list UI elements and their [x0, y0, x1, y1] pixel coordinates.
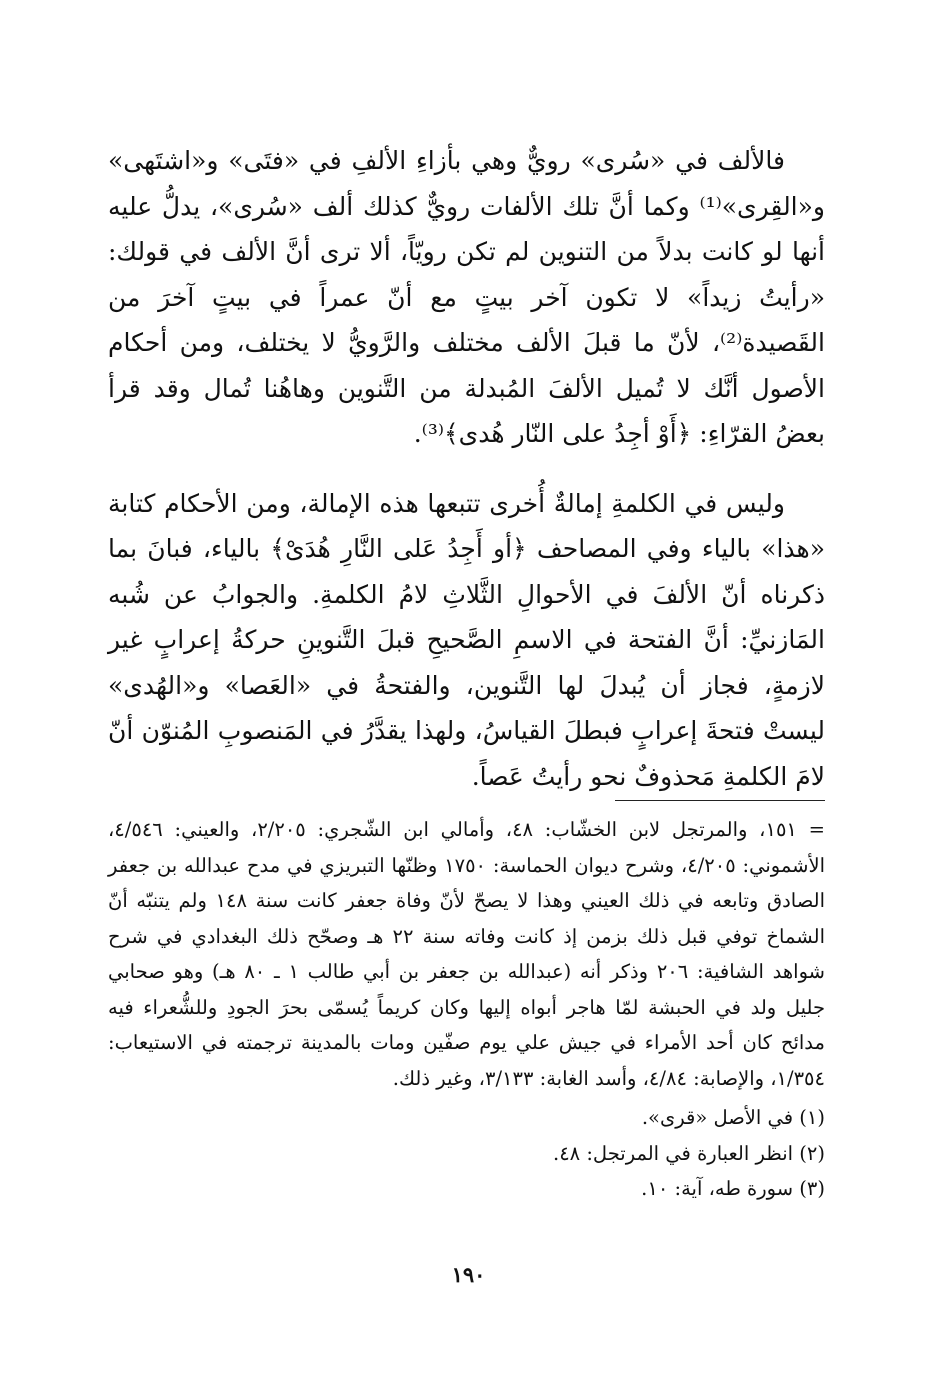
footnote-separator [615, 800, 825, 801]
footnotes [108, 812, 825, 1207]
footnote-continuation: = ١٥١، والمرتجل لابن الخشّاب: ٤٨، وأمالي ابن الشّجري: ٢/٢٠٥، والعيني: ٤/٥٤٦، الأشموني: ٤/٢٠٥، وشرح ديوان الحماسة: ١٧٥٠ وظنّها التبريزي في مدح عبدالله بن جعفر الصادق وتابعه في ذلك العيني وهذا لا يصحّ لأنّ وفاة جعفر كانت سنة ١٤٨ ولم يتنبّه أنّ الشماخ توفي قبل ذلك بزمن إذ كانت وفاته سنة ٢٢ هـ وصحّح ذلك البغدادي في شرح شواهد الشافية: ٢٠٦ وذكر أنه (عبدالله بن جعفر بن أبي طالب ١ ـ ٨٠ هـ) وهو صحابي جليل ولد في الحبشة لمّا هاجر أبواه إليها وكان كريماً يُسمّى بحرَ الجودِ وللشُّعراء فيه مدائح كان أحد الأمراء في جيش علي يوم صفّين ومات بالمدينة ترجمته في الاستيعاب: ١/٣٥٤، والإصابة: ٤/٨٤، وأسد الغابة: ٣/١٣٣، وغير ذلك. [108, 818, 825, 1090]
footnote-list [108, 1100, 825, 1207]
page-number: ١٩٠ [451, 1262, 486, 1287]
footnote-3: (٣) سورة طه، آية: ١٠. [641, 1177, 825, 1200]
main-text [108, 138, 825, 799]
footnote-1: (١) في الأصل «قرى». [641, 1106, 825, 1129]
footnote-2: (٢) انظر العبارة في المرتجل: ٤٨. [553, 1141, 825, 1165]
body-paragraph-2: وليس في الكلمةِ إمالةٌ أُخرى تتبعها هذه الإمالة، ومن الأحكام كتابة «هذا» بالياء وفي المصاحف ﴿أو أَجِدُ عَلى النَّارِ هُدَىْ﴾ بالياء، فبانَ بما ذكرناه أنّ الألفَ في الأحوالِ الثَّلاثِ لامُ الكلمةِ. والجوابُ عن شُبه المَازنيِّ: أنَّ الفتحة في الاسمِ الصَّحيحِ قبلَ التَّنوينِ حركةُ إعرابٍ غير لازمةٍ، فجاز أن يُبدلَ لها التَّنوين، والفتحةُ في «العَصا» و«الهُدى» ليستْ فتحةَ إعرابٍ فبطلَ القياسُ، ولهذا يقدَّرُ في المَنصوبِ المُنوّن أنّ لامَ الكلمةِ مَحذوفٌ نحو رأيتُ عَصاً. [108, 488, 825, 791]
body-paragraph-1: فالألف في «سُرى» رويٌّ وهي بأزاءِ الألفِ في «فتَى» و«اشتَهى» و«القِرى»⁽¹⁾ وكما أنَّ تلك الألفات رويٌّ كذلك ألف «سُرى»، يدلُّ عليه أنها لو كانت بدلاً من التنوين لم تكن رويّاً، ألا ترى أنَّ الألف في قولك: «رأيتُ زيداً» لا تكون آخر بيتٍ مع أنّ عمراً في بيتٍ آخرَ من القَصيدة⁽²⁾، لأنّ ما قبلَ الألف مختلف والرَّويُّ لا يختلف، ومن أحكام الأصول أنَّك لا تُميل الألفَ المُبدلة من التَّنوين وهاهُنا تُمال وقد قرأ بعضُ القرّاءِ: ﴿أَوْ أجِدُ على النّار هُدى﴾⁽³⁾. [108, 146, 825, 448]
